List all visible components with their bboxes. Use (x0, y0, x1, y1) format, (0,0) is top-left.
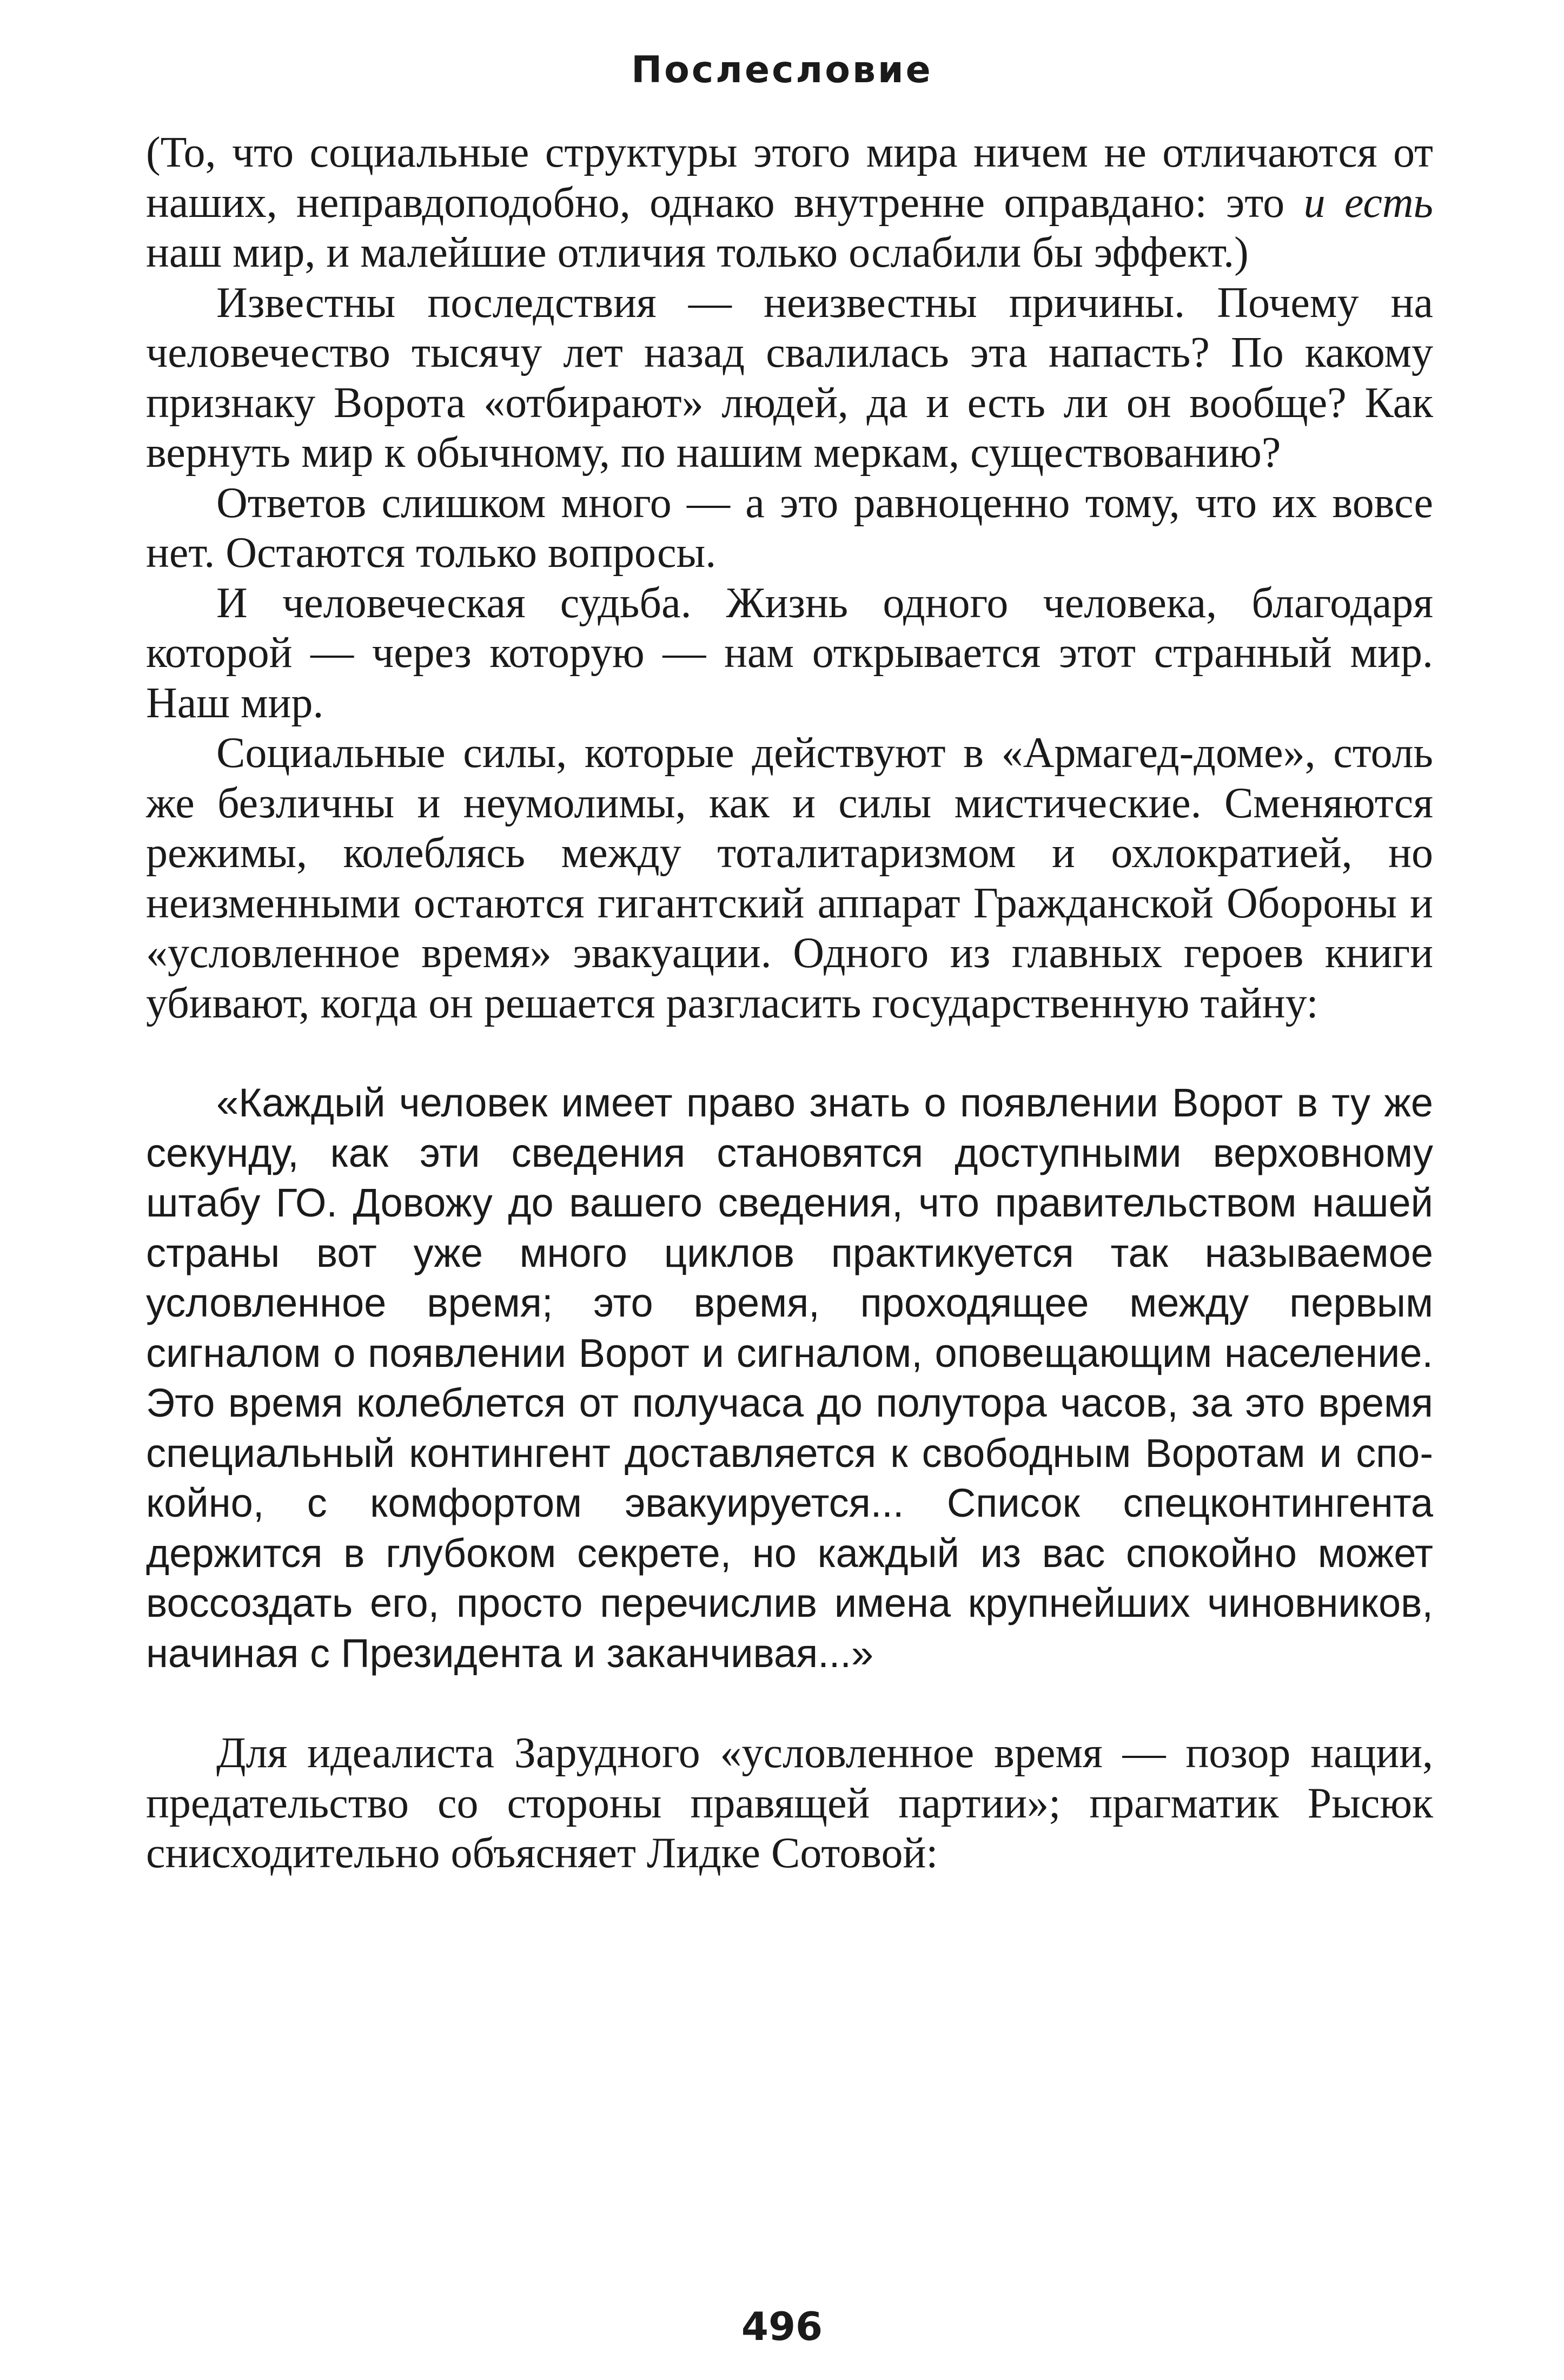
body-text (146, 128, 1433, 1879)
paragraph-2: Известны последствия — неизвестны причины. Почему на человечество тысячу лет назад свалилась эта напасть? По какому признаку Ворота «отбирают» людей, да и есть ли он вообще? Как вернуть мир к обычному, по нашим меркам, существованию? (146, 279, 1433, 477)
paragraph-4: И человеческая судьба. Жизнь одного человека, благодаря которой — через которую — нам открывается этот странный мир. Наш мир. (146, 579, 1433, 727)
spacer-before-quote (146, 1028, 1433, 1078)
block-quote: «Каждый человек имеет право знать о появлении Ворот в ту же секунду, как эти сведения становятся доступными верховному штабу ГО. Довожу до вашего сведения, что правительством нашей страны вот уже много циклов практикуется так называемое условленное время; это время, проходящее между первым сигналом о появлении Ворот и сигналом, оповещающим население. Это время колеблется от получаса до полутора часов, за это время специальный контингент доставляется к свободным Воротам и спокойно, с комфортом эвакуируется... Список спецконтингента держится в глубоком секрете, но каждый из вас спокойно может воссоздать его, просто перечислив имена крупнейших чиновников, начиная с Президента и заканчивая...» (146, 1080, 1433, 1676)
paragraph-1 (146, 128, 1433, 278)
paragraph-1-before: (То, что социальные структуры этого мира ничем не отличаются от наших, неправдоподобно, однако внутренне оправдано: это (146, 129, 1433, 227)
paragraph-1-emphasis: и есть (1303, 178, 1434, 227)
paragraph-6: Для идеалиста Зарудного «условленное время — позор нации, предательство со стороны правящей партии»; прагматик Рысюк снисходительно объясняет Лидке Сотовой: (146, 1729, 1433, 1877)
paragraph-1-after: наш мир, и малейшие отличия только ослабили бы эффект.) (146, 229, 1249, 276)
paragraph-5: Социальные силы, которые действуют в «Армагед-доме», столь же безличны и неумолимы, как и силы мистические. Сменяются режимы, колеблясь между тоталитаризмом и охлократией, но неизменными остаются гигантский аппарат Гражданской Обороны и «условленное время» эвакуации. Одного из главных героев книги убивают, когда он решается разгласить государственную тайну: (146, 729, 1433, 1027)
spacer-after-quote (146, 1678, 1433, 1728)
page-number: 496 (741, 2304, 823, 2349)
running-title: Послесловие (631, 49, 933, 91)
paragraph-3: Ответов слишком много — а это равноценно тому, что их вовсе нет. Остаются только вопросы. (146, 479, 1433, 577)
